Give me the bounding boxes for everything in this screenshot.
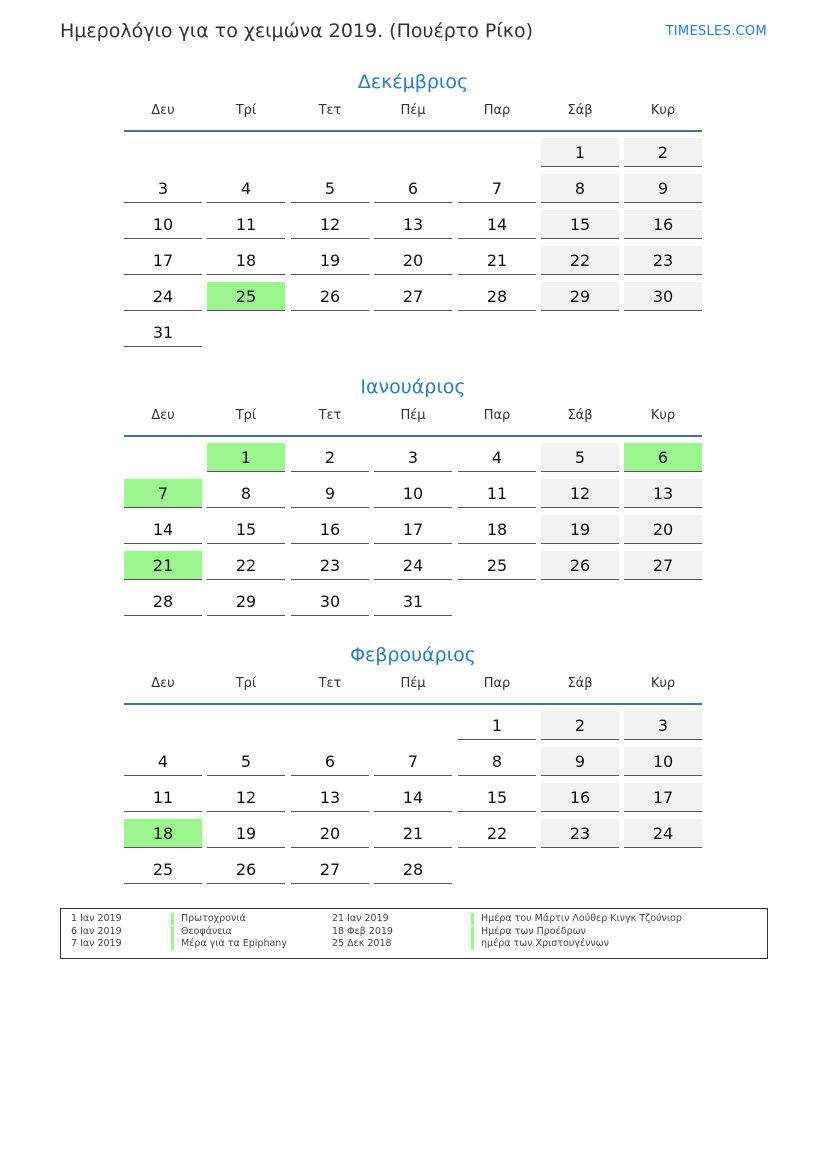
day-cell[interactable]: 10 [624,747,702,776]
legend-name: Θεοφάνεια [171,926,232,938]
day-cell[interactable]: 24 [624,819,702,848]
weekday-label: Τρί [235,408,257,423]
weekday-label: Σάβ [567,103,593,118]
weekday-label: Πέμ [400,103,426,118]
day-cell[interactable]: 6 [291,747,369,776]
month-title: Ιανουάριος [360,376,466,398]
day-cell[interactable]: 11 [207,210,285,239]
day-cell[interactable]: 17 [374,515,452,544]
day-grid [124,437,702,621]
weekday-label: Παρ [483,676,511,691]
day-cell[interactable]: 27 [291,855,369,884]
day-cell[interactable]: 7 [458,174,536,203]
weekday-label: Τρί [235,676,257,691]
weekday-header [124,667,702,705]
day-cell[interactable]: 12 [541,479,619,508]
day-cell[interactable]: 13 [291,783,369,812]
day-cell[interactable]: 4 [207,174,285,203]
weekday-label: Σάβ [567,676,593,691]
day-cell[interactable]: 20 [624,515,702,544]
month-february [124,643,702,889]
month-december [124,70,702,352]
day-cell[interactable]: 5 [541,443,619,472]
day-cell[interactable]: 10 [124,210,202,239]
day-cell[interactable]: 4 [124,747,202,776]
day-cell[interactable]: 15 [458,783,536,812]
day-cell[interactable]: 13 [374,210,452,239]
day-cell[interactable]: 29 [541,282,619,311]
holiday-day-cell[interactable]: 21 [124,551,202,580]
day-cell[interactable]: 18 [207,246,285,275]
day-cell[interactable]: 10 [374,479,452,508]
day-cell[interactable]: 3 [624,711,702,740]
weekday-label: Τετ [318,408,342,423]
day-cell[interactable]: 28 [124,587,202,616]
day-cell[interactable]: 17 [124,246,202,275]
day-grid [124,705,702,889]
page-title: Ημερολόγιο για το χειμώνα 2019. (Πουέρτο Ρίκο) [60,20,534,42]
weekday-header [124,94,702,132]
day-cell[interactable]: 22 [207,551,285,580]
legend-date: 18 Φεβ 2019 [332,926,393,937]
day-cell[interactable]: 20 [374,246,452,275]
weekday-label: Παρ [483,408,511,423]
day-grid [124,132,702,352]
day-cell[interactable]: 21 [374,819,452,848]
day-cell[interactable]: 23 [624,246,702,275]
day-cell[interactable]: 19 [207,819,285,848]
day-cell[interactable]: 4 [458,443,536,472]
day-cell[interactable]: 25 [124,855,202,884]
day-cell[interactable]: 28 [458,282,536,311]
legend-date: 7 Ιαν 2019 [71,938,122,949]
day-cell[interactable]: 28 [374,855,452,884]
day-cell[interactable]: 16 [541,783,619,812]
day-cell[interactable]: 27 [374,282,452,311]
day-cell[interactable]: 2 [624,138,702,167]
day-cell[interactable]: 13 [624,479,702,508]
day-cell[interactable]: 3 [124,174,202,203]
legend-name: Πρωτοχρονιά [171,913,246,925]
day-cell[interactable]: 11 [458,479,536,508]
legend-date: 1 Ιαν 2019 [71,913,122,924]
legend-name: Ημέρα του Μάρτιν Λούθερ Κινγκ Τζούνιορ [471,913,682,925]
day-cell[interactable]: 9 [291,479,369,508]
legend-name: Μέρα για τα Epiphany [171,938,287,950]
day-cell[interactable]: 18 [458,515,536,544]
day-cell[interactable]: 27 [624,551,702,580]
legend-date: 21 Ιαν 2019 [332,913,389,924]
day-cell[interactable]: 19 [291,246,369,275]
holiday-day-cell[interactable]: 6 [624,443,702,472]
day-cell[interactable]: 24 [124,282,202,311]
weekday-label: Δευ [151,103,175,118]
day-cell[interactable]: 26 [291,282,369,311]
day-cell[interactable]: 23 [541,819,619,848]
legend-date: 25 Δεκ 2018 [332,938,392,949]
day-cell[interactable]: 12 [207,783,285,812]
month-title: Δεκέμβριος [357,71,469,93]
weekday-label: Κυρ [650,676,676,691]
legend-date: 6 Ιαν 2019 [71,926,122,937]
day-cell[interactable]: 29 [207,587,285,616]
day-cell[interactable]: 15 [207,515,285,544]
day-cell[interactable]: 31 [124,318,202,347]
weekday-label: Τετ [318,676,342,691]
weekday-label: Πέμ [400,408,426,423]
day-cell[interactable]: 9 [541,747,619,776]
weekday-label: Δευ [151,408,175,423]
weekday-label: Δευ [151,676,175,691]
day-cell[interactable]: 16 [624,210,702,239]
day-cell[interactable]: 19 [541,515,619,544]
legend-name: Ημέρα των Προέδρων [471,926,586,938]
day-cell[interactable]: 9 [624,174,702,203]
holiday-legend [60,908,768,959]
day-cell[interactable]: 26 [207,855,285,884]
day-cell[interactable]: 12 [291,210,369,239]
day-cell[interactable]: 1 [541,138,619,167]
day-cell[interactable]: 15 [541,210,619,239]
day-cell[interactable]: 1 [458,711,536,740]
weekday-label: Παρ [483,103,511,118]
day-cell[interactable]: 5 [291,174,369,203]
holiday-day-cell[interactable]: 1 [207,443,285,472]
day-cell[interactable]: 26 [541,551,619,580]
holiday-day-cell[interactable]: 25 [207,282,285,311]
day-cell[interactable]: 8 [458,747,536,776]
day-cell[interactable]: 14 [374,783,452,812]
day-cell[interactable]: 6 [374,174,452,203]
day-cell[interactable]: 16 [291,515,369,544]
day-cell[interactable]: 3 [374,443,452,472]
day-cell[interactable]: 8 [541,174,619,203]
month-january [124,375,702,621]
weekday-label: Τρί [235,103,257,118]
weekday-label: Πέμ [400,676,426,691]
day-cell[interactable]: 2 [541,711,619,740]
day-cell[interactable]: 17 [624,783,702,812]
day-cell[interactable]: 24 [374,551,452,580]
weekday-label: Τετ [318,103,342,118]
brand-logo[interactable]: TIMESLES.COM [665,24,767,39]
weekday-label: Κυρ [650,103,676,118]
holiday-day-cell[interactable]: 18 [124,819,202,848]
day-cell[interactable]: 23 [291,551,369,580]
day-cell[interactable]: 20 [291,819,369,848]
day-cell[interactable]: 30 [291,587,369,616]
day-cell[interactable]: 7 [374,747,452,776]
weekday-label: Σάβ [567,408,593,423]
day-cell[interactable]: 31 [374,587,452,616]
day-cell[interactable]: 30 [624,282,702,311]
legend-name: ημέρα των Χριστουγέννων [471,938,609,950]
month-title: Φεβρουάριος [350,644,476,666]
day-cell[interactable]: 25 [458,551,536,580]
day-cell[interactable]: 8 [207,479,285,508]
weekday-header [124,399,702,437]
day-cell[interactable]: 2 [291,443,369,472]
day-cell[interactable]: 21 [458,246,536,275]
holiday-day-cell[interactable]: 7 [124,479,202,508]
day-cell[interactable]: 11 [124,783,202,812]
weekday-label: Κυρ [650,408,676,423]
day-cell[interactable]: 22 [458,819,536,848]
day-cell[interactable]: 5 [207,747,285,776]
day-cell[interactable]: 14 [124,515,202,544]
day-cell[interactable]: 14 [458,210,536,239]
day-cell[interactable]: 22 [541,246,619,275]
